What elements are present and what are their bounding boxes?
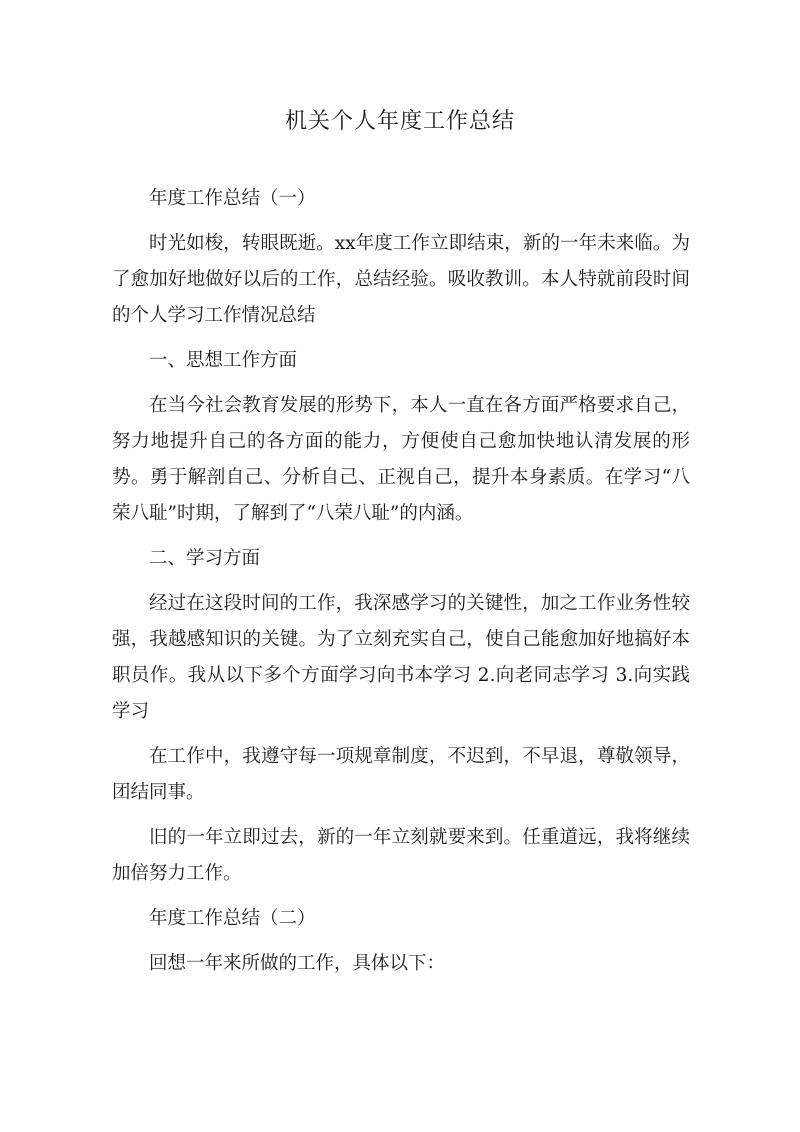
section-heading-summary-2: 年度工作总结（二） bbox=[149, 908, 316, 929]
paragraph-study: 经过在这段时间的工作，我深感学习的关键性，加之工作业务性较强，我越感知识的关键。为了立刻充实自己，使自己能愈加好地搞好本职员作。我从以下多个方面学习向书本学习 2.向老同志学习 3.向实践学习 bbox=[112, 593, 690, 722]
section-heading-thought-work: 一、思想工作方面 bbox=[149, 350, 298, 371]
document-title: 机关个人年度工作总结 bbox=[284, 109, 515, 134]
section-heading-summary-1: 年度工作总结（一） bbox=[149, 188, 316, 209]
paragraph-thought-work: 在当今社会教育发展的形势下，本人一直在各方面严格要求自己，努力地提升自己的各方面的能力，方便使自己愈加快地认清发展的形势。勇于解剖自己、分析自己、正视自己，提升本身素质。在学习“八荣八耻”时期，了解到了“八荣八耻”的内涵。 bbox=[112, 395, 690, 524]
paragraph-outlook: 旧的一年立即过去，新的一年立刻就要来到。任重道远，我将继续加倍努力工作。 bbox=[112, 827, 690, 884]
paragraph-intro: 时光如梭，转眼既逝。xx年度工作立即结束，新的一年未来临。为了愈加好地做好以后的工作，总结经验。吸收教训。本人特就前段时间的个人学习工作情况总结 bbox=[112, 233, 690, 326]
section-heading-study: 二、学习方面 bbox=[149, 548, 261, 569]
document-body bbox=[112, 181, 690, 991]
paragraph-work-conduct: 在工作中，我遵守每一项规章制度，不迟到，不早退，尊敬领导，团结同事。 bbox=[112, 746, 690, 803]
paragraph-review: 回想一年来所做的工作，具体以下： bbox=[149, 953, 446, 974]
